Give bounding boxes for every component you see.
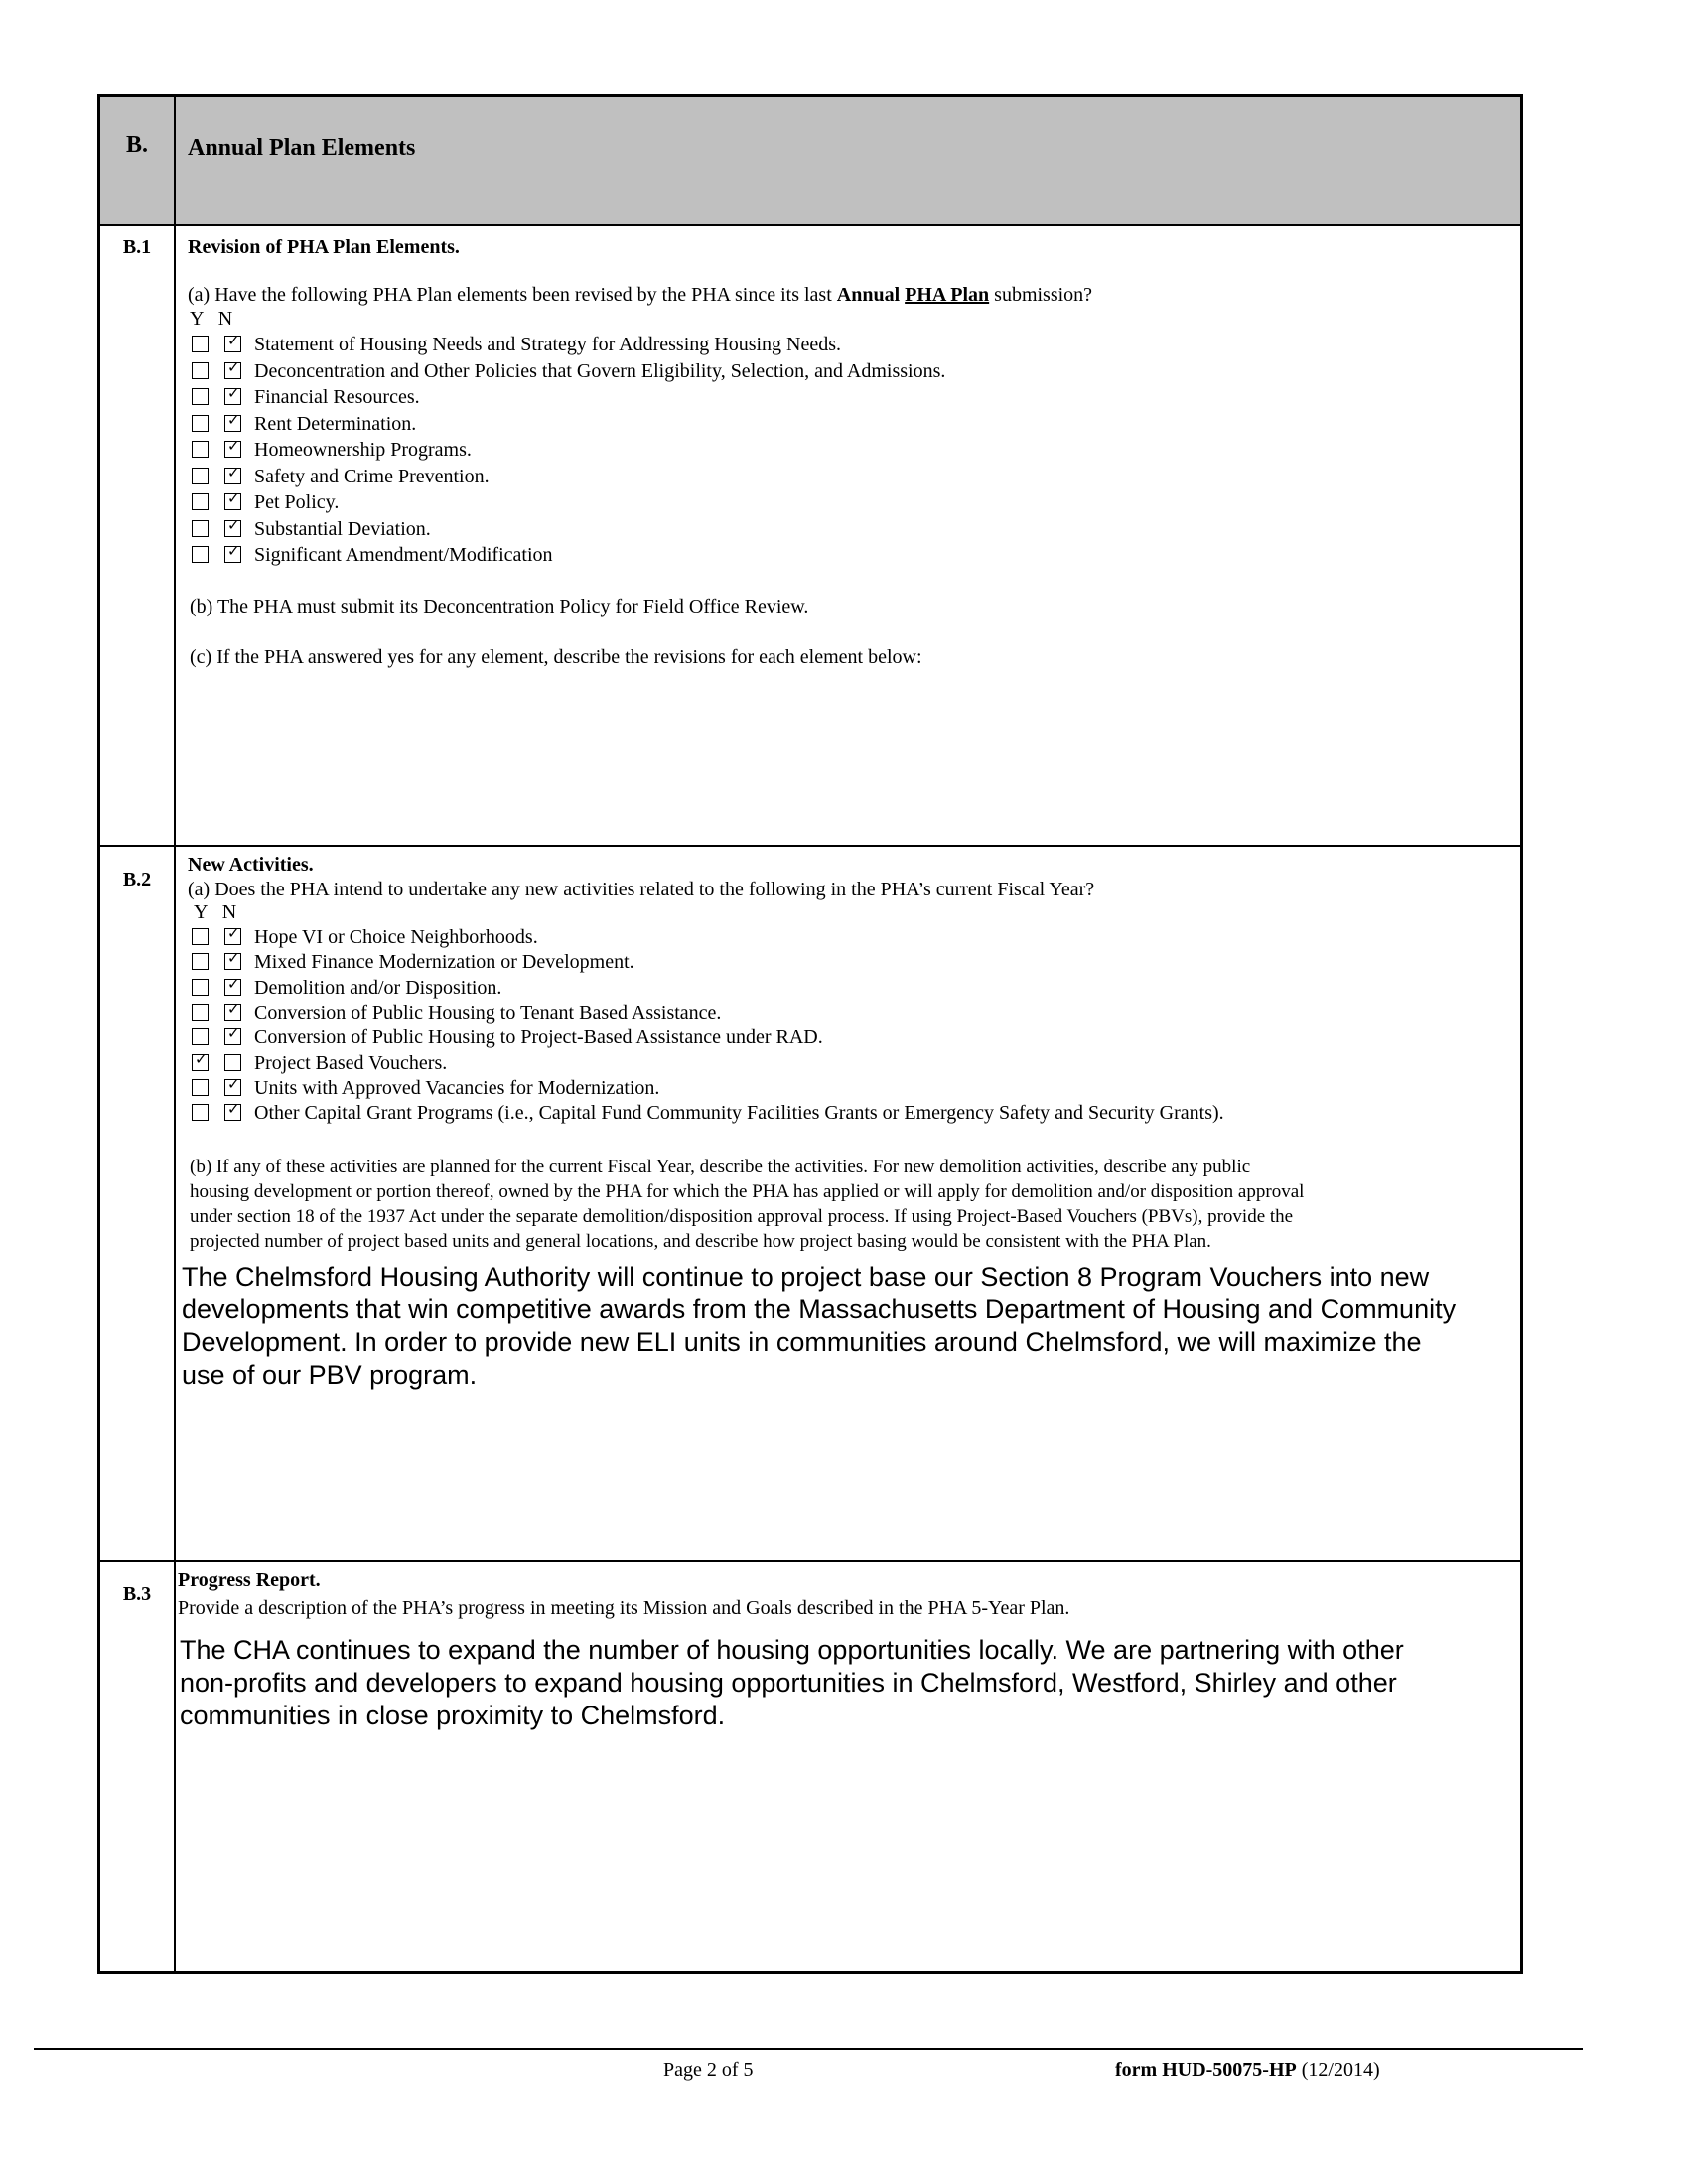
checklist-item-label: Units with Approved Vacancies for Modernization. xyxy=(254,1076,660,1099)
checklist-item-label: Pet Policy. xyxy=(254,491,340,513)
row-id-b2: B.2 xyxy=(122,869,152,890)
yes-checkbox[interactable] xyxy=(192,441,209,458)
yes-checkbox[interactable] xyxy=(192,415,209,432)
checklist-item-label: Homeownership Programs. xyxy=(254,439,472,461)
yes-checkbox[interactable] xyxy=(192,388,209,405)
check-mark-icon: ✓ xyxy=(227,1074,240,1093)
section-title: Annual Plan Elements xyxy=(188,135,416,161)
b3-answer-text[interactable] xyxy=(180,1634,1404,1732)
yes-checkbox[interactable] xyxy=(192,468,209,484)
yes-checkbox[interactable] xyxy=(192,979,209,996)
no-checkbox[interactable] xyxy=(224,949,241,970)
footer-form-id xyxy=(1115,2059,1380,2082)
annual-plan-elements-table xyxy=(97,94,1523,1974)
check-mark-icon: ✓ xyxy=(227,384,240,402)
b2-part-b-line: under section 18 of the 1937 Act under the separate demolition/disposition approval process. If using Project-Based Vouchers (PBVs), provide the xyxy=(190,1206,1294,1227)
yes-checkbox[interactable] xyxy=(192,336,209,352)
check-mark-icon: ✓ xyxy=(227,489,240,507)
column-divider xyxy=(174,226,176,845)
no-checkbox[interactable] xyxy=(224,542,241,563)
column-divider xyxy=(174,97,176,224)
check-mark-icon: ✓ xyxy=(227,437,240,455)
row-b1-revision xyxy=(100,226,1520,847)
b1-question-pre: (a) Have the following PHA Plan elements been revised by the PHA since its last xyxy=(188,284,837,306)
b1-question-underline: PHA Plan xyxy=(905,284,990,306)
b2-part-b-line: projected number of project based units and general locations, and describe how project basing would be consistent with the PHA Plan. xyxy=(190,1231,1211,1252)
check-mark-icon: ✓ xyxy=(227,410,240,429)
checklist-item-label: Deconcentration and Other Policies that Govern Eligibility, Selection, and Admissions. xyxy=(254,359,946,382)
checklist-item-label: Safety and Crime Prevention. xyxy=(254,465,490,487)
check-mark-icon: ✓ xyxy=(227,332,240,349)
no-checkbox[interactable] xyxy=(224,463,241,484)
footer-form-date: (12/2014) xyxy=(1296,2059,1380,2081)
checklist-item-label: Significant Amendment/Modification xyxy=(254,544,553,566)
check-mark-icon: ✓ xyxy=(227,949,240,968)
b1-question xyxy=(188,284,1092,307)
b3-answer-line: non-profits and developers to expand housing opportunities in Chelmsford, Westford, Shirley and other xyxy=(180,1668,1397,1698)
no-checkbox[interactable] xyxy=(224,1054,241,1071)
yes-checkbox[interactable] xyxy=(192,546,209,563)
checklist-item-label: Rent Determination. xyxy=(254,412,417,435)
b2-answer-line: Development. In order to provide new ELI units in communities around Chelmsford, we will maximize the xyxy=(182,1327,1422,1357)
row-b3-progress-report xyxy=(100,1562,1520,1971)
b1-question-bold: Annual xyxy=(836,284,906,306)
b2-part-b xyxy=(190,1155,1304,1254)
b1-question-post: submission? xyxy=(989,284,1093,306)
check-mark-icon: ✓ xyxy=(227,542,240,560)
no-checkbox[interactable] xyxy=(224,410,241,432)
checklist-item-label: Project Based Vouchers. xyxy=(254,1051,448,1074)
yes-checkbox[interactable] xyxy=(192,928,209,945)
yes-checkbox[interactable] xyxy=(192,1079,209,1096)
checklist-item-label: Hope VI or Choice Neighborhoods. xyxy=(254,926,538,948)
checklist-item-label: Conversion of Public Housing to Tenant Based Assistance. xyxy=(254,1001,722,1024)
row-b2-new-activities xyxy=(100,847,1520,1562)
check-mark-icon: ✓ xyxy=(227,515,240,534)
yes-checkbox[interactable] xyxy=(192,1028,209,1045)
check-mark-icon: ✓ xyxy=(227,924,240,942)
b2-heading: New Activities. xyxy=(188,854,314,876)
no-checkbox[interactable] xyxy=(224,332,241,352)
b2-question: (a) Does the PHA intend to undertake any new activities related to the following in the PHA’s current Fiscal Year? xyxy=(188,879,1095,900)
check-mark-icon: ✓ xyxy=(227,463,240,481)
b1-heading: Revision of PHA Plan Elements. xyxy=(188,236,460,258)
yes-checkbox[interactable] xyxy=(192,1049,209,1071)
footer-form-number: form HUD-50075-HP xyxy=(1115,2059,1297,2081)
check-mark-icon: ✓ xyxy=(227,357,240,376)
section-id: B. xyxy=(125,132,148,158)
no-checkbox[interactable] xyxy=(224,515,241,537)
no-checkbox[interactable] xyxy=(224,974,241,996)
no-checkbox[interactable] xyxy=(224,1024,241,1045)
b3-answer-line: communities in close proximity to Chelmsford. xyxy=(180,1701,726,1730)
b3-heading: Progress Report. xyxy=(178,1570,321,1591)
row-id-b1: B.1 xyxy=(122,236,152,258)
column-divider xyxy=(174,847,176,1560)
column-divider xyxy=(174,1562,176,1971)
checklist-item-label: Mixed Finance Modernization or Development. xyxy=(254,951,634,974)
check-mark-icon: ✓ xyxy=(227,974,240,993)
checklist-item-label: Conversion of Public Housing to Project-Based Assistance under RAD. xyxy=(254,1026,823,1049)
b2-answer-text[interactable] xyxy=(182,1261,1456,1392)
b3-content xyxy=(178,1570,1510,1957)
b2-part-b-line: (b) If any of these activities are planned for the current Fiscal Year, describe the activities. For new demolition activities, describe any public xyxy=(190,1157,1251,1177)
check-mark-icon: ✓ xyxy=(227,999,240,1018)
b2-answer-line: The Chelmsford Housing Authority will continue to project base our Section 8 Program Vouchers into new xyxy=(182,1262,1430,1292)
checklist-item-label: Demolition and/or Disposition. xyxy=(254,976,502,999)
yes-checkbox[interactable] xyxy=(192,362,209,379)
check-mark-icon: ✓ xyxy=(195,1049,208,1068)
no-checkbox[interactable] xyxy=(224,999,241,1021)
checklist-item-label: Other Capital Grant Programs (i.e., Capital Fund Community Facilities Grants or Emergency Safety and Security Grants). xyxy=(254,1102,1224,1125)
yes-checkbox[interactable] xyxy=(192,953,209,970)
b1-yn-header: Y N xyxy=(190,308,233,330)
b1-content xyxy=(188,236,1510,832)
b2-part-b-line: housing development or portion thereof, owned by the PHA for which the PHA has applied or will apply for demolition and/or disposition approval xyxy=(190,1181,1305,1202)
b1-part-c: (c) If the PHA answered yes for any element, describe the revisions for each element below: xyxy=(190,646,922,668)
no-checkbox[interactable] xyxy=(224,489,241,510)
b2-content xyxy=(182,854,1510,1549)
checklist-item-label: Statement of Housing Needs and Strategy for Addressing Housing Needs. xyxy=(254,334,842,355)
b1-part-b: (b) The PHA must submit its Deconcentration Policy for Field Office Review. xyxy=(190,596,809,617)
checklist-item-label: Substantial Deviation. xyxy=(254,517,431,540)
checklist-item-label: Financial Resources. xyxy=(254,386,420,408)
row-id-b3: B.3 xyxy=(122,1583,152,1605)
check-mark-icon: ✓ xyxy=(227,1024,240,1043)
yes-checkbox[interactable] xyxy=(192,1104,209,1121)
b2-answer-line: use of our PBV program. xyxy=(182,1360,478,1390)
check-mark-icon: ✓ xyxy=(227,1100,240,1119)
yes-checkbox[interactable] xyxy=(192,1004,209,1021)
no-checkbox[interactable] xyxy=(224,357,241,379)
b2-yn-header: Y N xyxy=(194,901,237,923)
no-checkbox[interactable] xyxy=(224,1074,241,1096)
b3-answer-line: The CHA continues to expand the number of housing opportunities locally. We are partnering with other xyxy=(180,1635,1404,1665)
footer-rule xyxy=(34,2048,1583,2050)
no-checkbox[interactable] xyxy=(224,1100,241,1121)
b2-answer-line: developments that win competitive awards from the Massachusetts Department of Housing and Community xyxy=(182,1295,1457,1324)
section-header-row xyxy=(100,97,1520,226)
footer-page-number: Page 2 of 5 xyxy=(663,2059,754,2081)
yes-checkbox[interactable] xyxy=(192,493,209,510)
no-checkbox[interactable] xyxy=(224,437,241,458)
no-checkbox[interactable] xyxy=(224,384,241,405)
no-checkbox[interactable] xyxy=(224,924,241,945)
yes-checkbox[interactable] xyxy=(192,520,209,537)
b3-prompt: Provide a description of the PHA’s progress in meeting its Mission and Goals described in the PHA 5-Year Plan. xyxy=(178,1597,1070,1619)
